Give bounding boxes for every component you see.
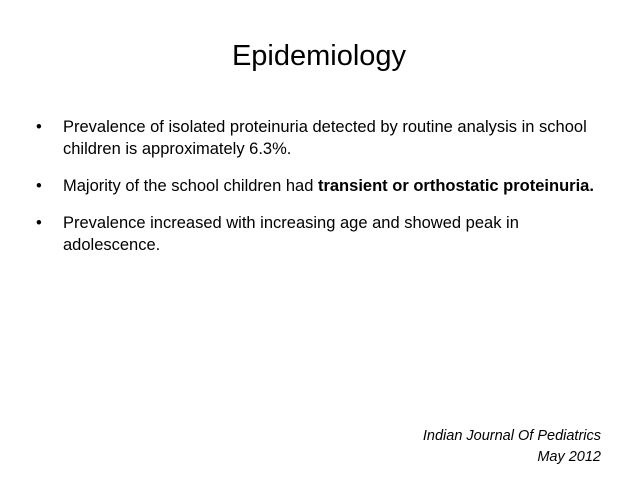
bullet-bold-text: transient or orthostatic proteinuria. xyxy=(317,177,594,195)
bullet-text: Prevalence of isolated proteinuria detected by routine analysis in school children is approximately 6.3%. xyxy=(63,118,587,158)
citation-journal: Indian Journal Of Pediatrics xyxy=(422,428,601,444)
bullet-item xyxy=(36,212,596,256)
citation xyxy=(423,426,601,468)
bullet-icon: • xyxy=(36,177,42,195)
bullet-item xyxy=(36,116,596,160)
bullet-list xyxy=(36,116,596,271)
citation-date: May 2012 xyxy=(537,449,601,465)
bullet-icon: • xyxy=(36,118,42,136)
bullet-text: Prevalence increased with increasing age and showed peak in adolescence. xyxy=(63,214,519,254)
bullet-item xyxy=(36,175,596,197)
bullet-icon: • xyxy=(36,214,42,232)
bullet-text: Majority of the school children had xyxy=(63,177,318,195)
slide-title: Epidemiology xyxy=(231,40,407,72)
